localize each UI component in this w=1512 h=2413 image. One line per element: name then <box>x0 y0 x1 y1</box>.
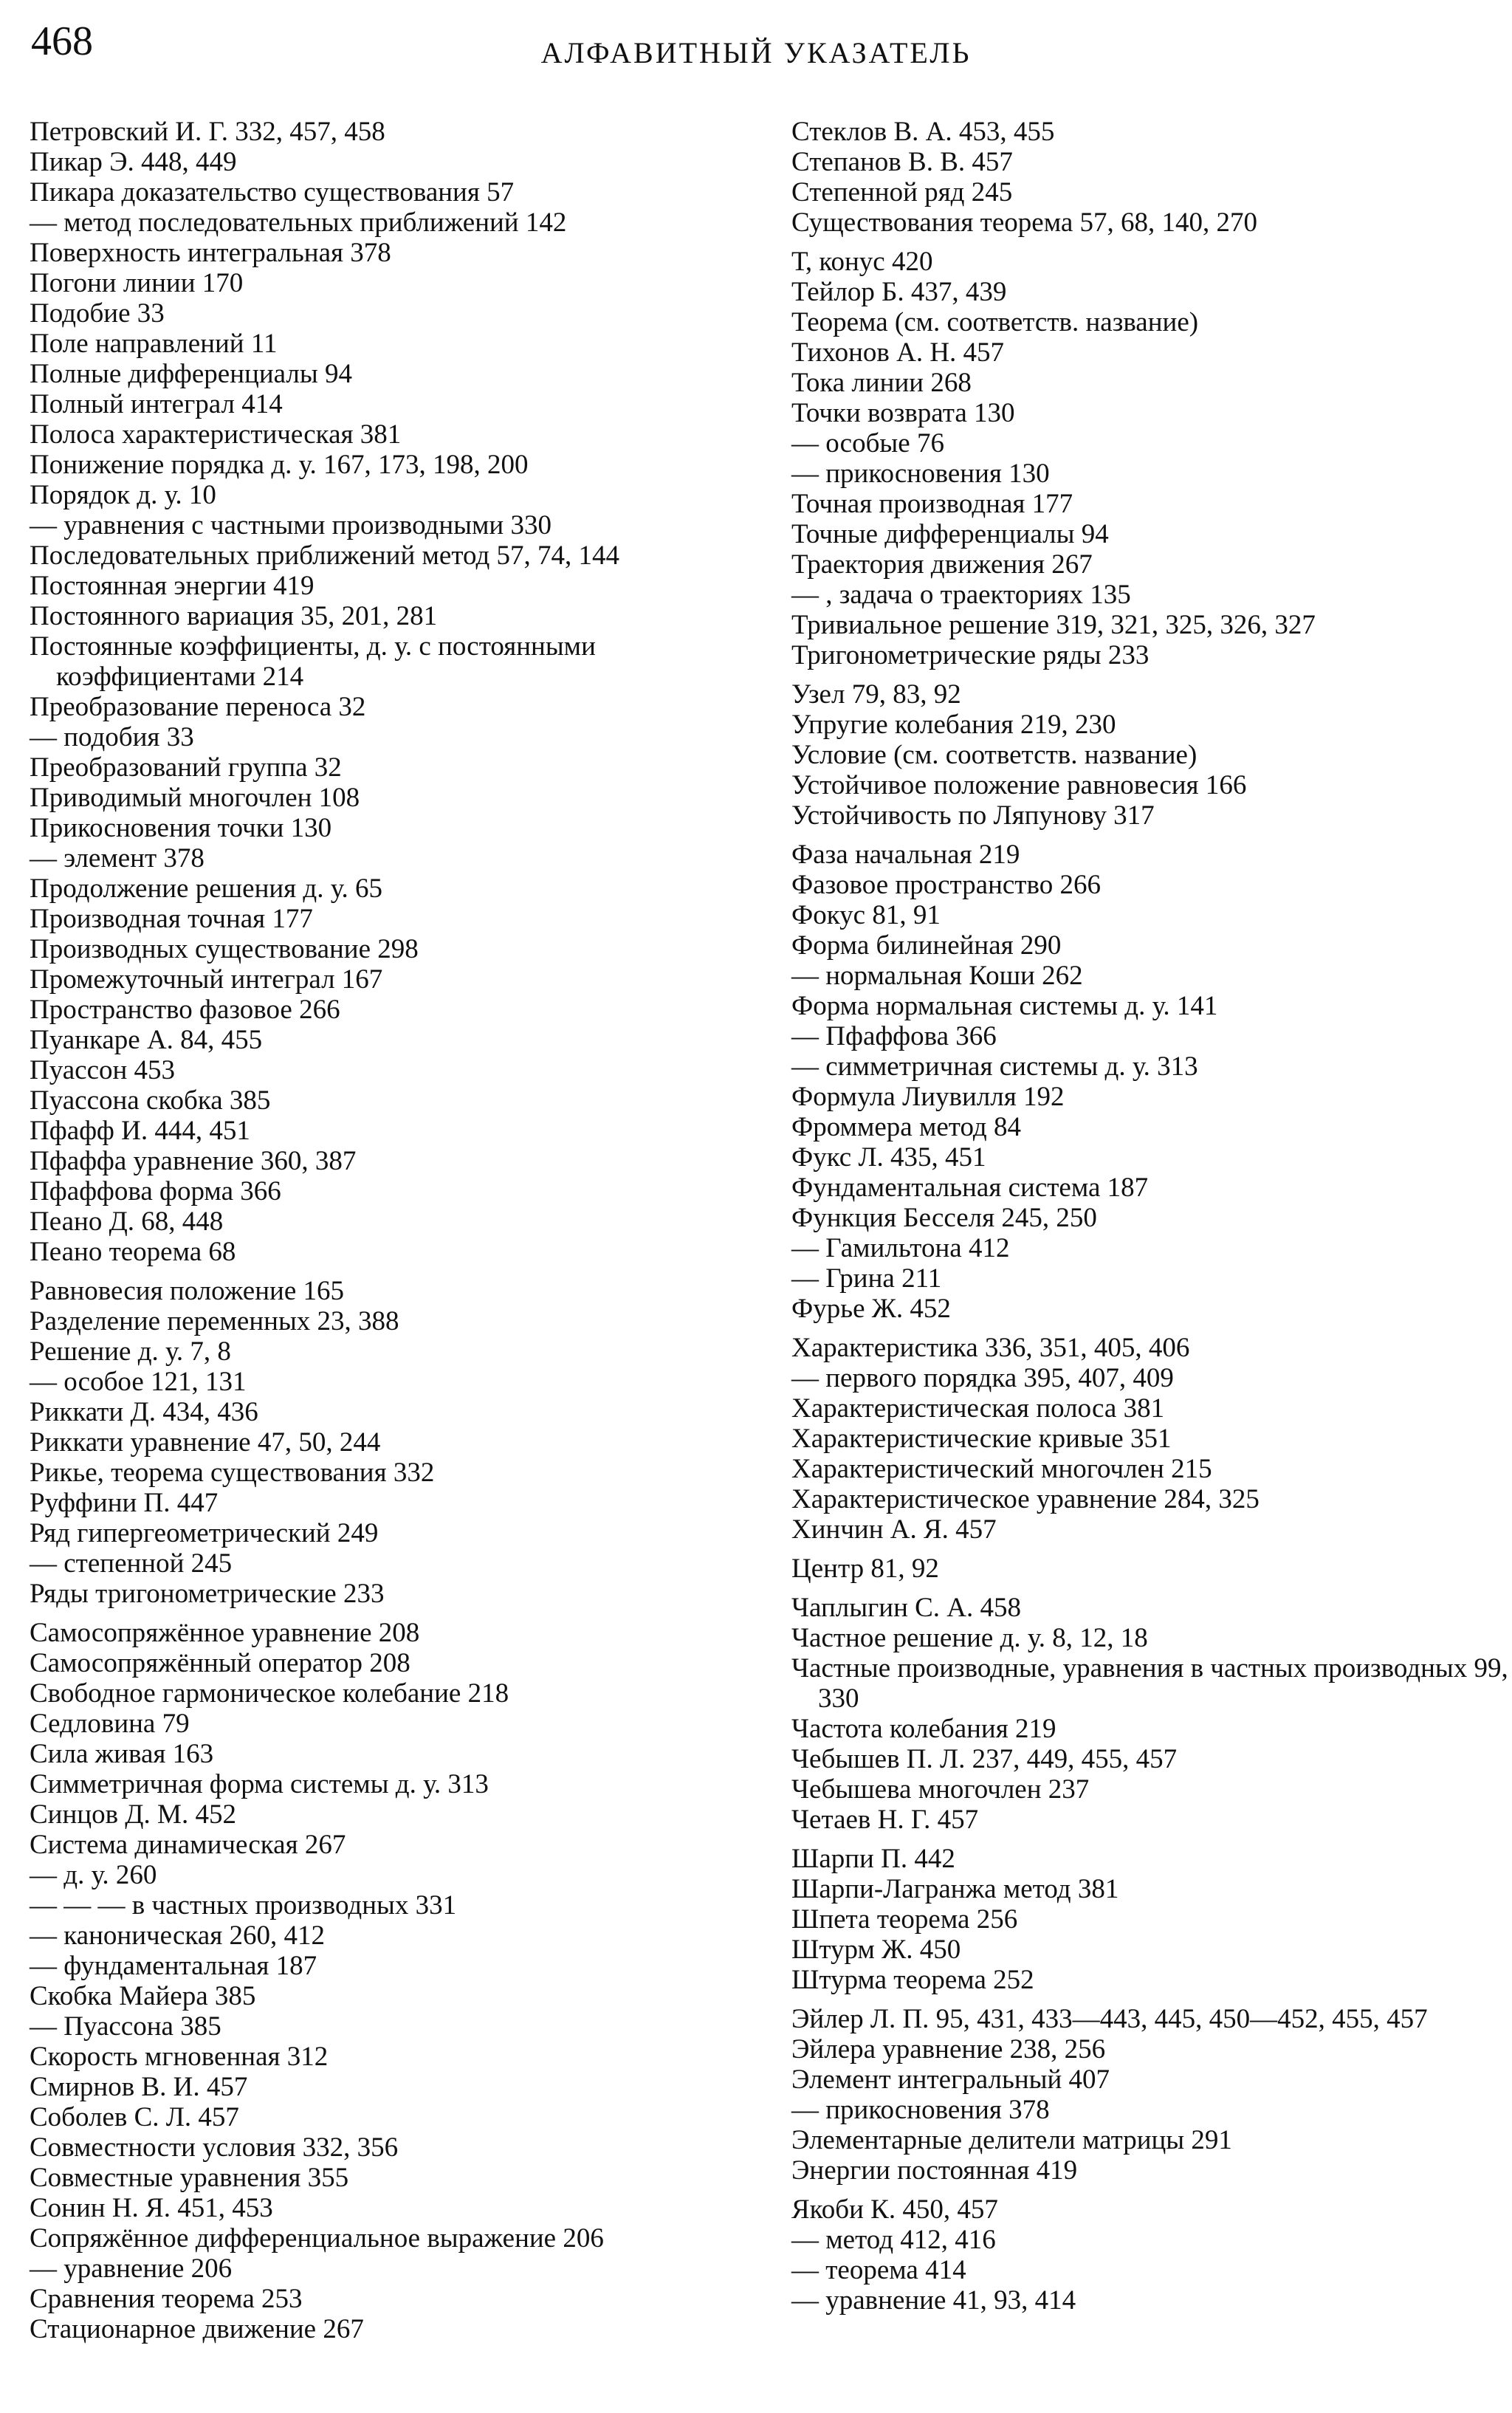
index-entry: Преобразований группа 32 <box>30 752 342 783</box>
index-entry: Пфаффова форма 366 <box>30 1176 281 1206</box>
index-entry: Форма билинейная 290 <box>791 930 1062 961</box>
index-entry: Пуанкаре А. 84, 455 <box>30 1025 263 1055</box>
index-entry: Прикосновения точки 130 <box>30 813 332 843</box>
index-entry: Условие (см. соответств. название) <box>791 740 1197 770</box>
index-entry: Чебышев П. Л. 237, 449, 455, 457 <box>791 1744 1178 1774</box>
index-entry: Упругие колебания 219, 230 <box>791 710 1116 740</box>
index-entry: Узел 79, 83, 92 <box>791 679 961 710</box>
index-entry: Производная точная 177 <box>30 904 313 934</box>
index-entry: — уравнения с частными производными 330 <box>30 510 551 540</box>
index-entry: Пикара доказательство существования 57 <box>30 177 515 207</box>
index-entry: Скобка Майера 385 <box>30 1981 256 2011</box>
index-entry: — особое 121, 131 <box>30 1367 247 1397</box>
index-entry: Пфаффа уравнение 360, 387 <box>30 1146 357 1176</box>
index-entry: Характеристическая полоса 381 <box>791 1393 1165 1424</box>
index-entry: Устойчивость по Ляпунову 317 <box>791 800 1155 831</box>
index-entry: Фроммера метод 84 <box>791 1112 1021 1142</box>
index-entry: Совместности условия 332, 356 <box>30 2132 399 2163</box>
index-entry: Риккати уравнение 47, 50, 244 <box>30 1427 381 1458</box>
index-entry: — Пуассона 385 <box>30 2011 221 2042</box>
index-entry: Тригонометрические ряды 233 <box>791 640 1150 670</box>
index-entry: Точные дифференциалы 94 <box>791 519 1109 549</box>
index-entry: Руффини П. 447 <box>30 1488 219 1518</box>
index-entry: Траектория движения 267 <box>791 549 1093 580</box>
index-entry: — степенной 245 <box>30 1548 233 1579</box>
index-entry: — д. у. 260 <box>30 1860 157 1890</box>
index-entry: Система динамическая 267 <box>30 1830 346 1860</box>
index-entry: — особые 76 <box>791 428 944 459</box>
index-entry: Совместные уравнения 355 <box>30 2163 349 2193</box>
index-entry: Фукс Л. 435, 451 <box>791 1142 986 1173</box>
index-entry: Полный интеграл 414 <box>30 389 283 419</box>
index-entry: — фундаментальная 187 <box>30 1951 317 1981</box>
index-entry: Свободное гармоническое колебание 218 <box>30 1678 509 1709</box>
index-entry: — каноническая 260, 412 <box>30 1921 325 1951</box>
index-entry: Тока линии 268 <box>791 368 972 398</box>
index-entry: Формула Лиувилля 192 <box>791 1082 1065 1112</box>
index-entry: Шарпи-Лагранжа метод 381 <box>791 1874 1119 1904</box>
index-entry: Элементарные делители матрицы 291 <box>791 2125 1232 2155</box>
index-entry: Пуассона скобка 385 <box>30 1085 271 1116</box>
index-entry: Чаплыгин С. А. 458 <box>791 1593 1022 1623</box>
index-entry: Частота колебания 219 <box>791 1714 1056 1744</box>
index-entry: Тривиальное решение 319, 321, 325, 326, 327 <box>791 610 1316 640</box>
index-entry: Сопряжённое дифференциальное выражение 206 <box>30 2223 604 2254</box>
index-entry: — теорема 414 <box>791 2255 966 2285</box>
index-entry: — симметричная системы д. у. 313 <box>791 1051 1198 1082</box>
index-entry: Соболев С. Л. 457 <box>30 2102 239 2132</box>
index-entry: Т, конус 420 <box>791 247 933 277</box>
index-entry: Фокус 81, 91 <box>791 900 941 930</box>
index-entry: Продолжение решения д. у. 65 <box>30 873 383 904</box>
index-entry: Последовательных приближений метод 57, 74, 144 <box>30 540 620 571</box>
index-entry: Центр 81, 92 <box>791 1554 939 1584</box>
index-entry: Стеклов В. А. 453, 455 <box>791 117 1055 147</box>
index-entry: — — — в частных производных 331 <box>30 1890 457 1921</box>
index-entry: Рикье, теорема существования 332 <box>30 1458 435 1488</box>
index-entry: Поле направлений 11 <box>30 329 278 359</box>
index-entry: — первого порядка 395, 407, 409 <box>791 1363 1174 1393</box>
index-entry: Точки возврата 130 <box>791 398 1015 428</box>
index-entry: Промежуточный интеграл 167 <box>30 964 383 995</box>
index-entry: Пуассон 453 <box>30 1055 176 1085</box>
index-entry: Точная производная 177 <box>791 489 1073 519</box>
index-entry: Характеристика 336, 351, 405, 406 <box>791 1333 1190 1363</box>
index-entry: Пеано теорема 68 <box>30 1237 236 1267</box>
index-entry: Риккати Д. 434, 436 <box>30 1397 258 1427</box>
index-entry: Тейлор Б. 437, 439 <box>791 277 1007 307</box>
index-entry: Фазовое пространство 266 <box>791 870 1101 900</box>
index-entry: Штурма теорема 252 <box>791 1965 1034 1995</box>
index-entry: Шпета теорема 256 <box>791 1904 1018 1935</box>
index-entry: — метод последовательных приближений 142 <box>30 207 567 238</box>
index-entry: — нормальная Коши 262 <box>791 961 1083 991</box>
index-entry: Степенной ряд 245 <box>791 177 1013 207</box>
index-entry: Эйлера уравнение 238, 256 <box>791 2034 1106 2064</box>
index-entry: Постоянного вариация 35, 201, 281 <box>30 601 438 631</box>
index-entry: Функция Бесселя 245, 250 <box>791 1203 1097 1233</box>
index-entry: Степанов В. В. 457 <box>791 147 1013 177</box>
index-entry: — Гамильтона 412 <box>791 1233 1010 1263</box>
index-entry: Ряды тригонометрические 233 <box>30 1579 385 1609</box>
index-entry: Приводимый многочлен 108 <box>30 783 360 813</box>
index-entry: Петровский И. Г. 332, 457, 458 <box>30 117 385 147</box>
index-entry: Теорема (см. соответств. название) <box>791 307 1199 337</box>
index-entry: Полные дифференциалы 94 <box>30 359 352 389</box>
index-entry: Шарпи П. 442 <box>791 1844 955 1874</box>
index-entry: — , задача о траекториях 135 <box>791 580 1131 610</box>
index-entry: Синцов Д. М. 452 <box>30 1799 236 1830</box>
index-entry: Чебышева многочлен 237 <box>791 1774 1090 1805</box>
index-entry: Устойчивое положение равновесия 166 <box>791 770 1247 800</box>
index-entry: Четаев Н. Г. 457 <box>791 1805 979 1835</box>
index-entry: Якоби К. 450, 457 <box>791 2194 998 2225</box>
index-entry: Пространство фазовое 266 <box>30 995 340 1025</box>
index-entry: Симметричная форма системы д. у. 313 <box>30 1769 489 1799</box>
index-entry: Штурм Ж. 450 <box>791 1935 961 1965</box>
index-entry: — метод 412, 416 <box>791 2225 996 2255</box>
index-entry: Фундаментальная система 187 <box>791 1173 1149 1203</box>
index-entry: — подобия 33 <box>30 722 194 752</box>
index-entry: Поверхность интегральная 378 <box>30 238 391 268</box>
index-entry: Частное решение д. у. 8, 12, 18 <box>791 1623 1148 1653</box>
index-entry: Эйлер Л. П. 95, 431, 433—443, 445, 450—452, 455, 457 <box>791 2004 1428 2034</box>
index-entry: Пикар Э. 448, 449 <box>30 147 237 177</box>
index-entry: Постоянная энергии 419 <box>30 571 315 601</box>
index-entry: — элемент 378 <box>30 843 205 873</box>
index-entry: Седловина 79 <box>30 1709 190 1739</box>
index-entry: Сонин Н. Я. 451, 453 <box>30 2193 273 2223</box>
running-head: АЛФАВИТНЫЙ УКАЗАТЕЛЬ <box>540 36 972 69</box>
index-entry: Частные производные, уравнения в частных производных 99, 330 <box>791 1653 1508 1714</box>
index-entry: — Грина 211 <box>791 1263 942 1294</box>
index-entry: Подобие 33 <box>30 298 165 329</box>
index-entry: Фаза начальная 219 <box>791 840 1020 870</box>
index-entry: Элемент интегральный 407 <box>791 2064 1110 2095</box>
index-entry: Самосопряжённый оператор 208 <box>30 1648 410 1678</box>
index-entry: Самосопряжённое уравнение 208 <box>30 1618 420 1648</box>
index-entry: Существования теорема 57, 68, 140, 270 <box>791 207 1258 238</box>
index-entry: Понижение порядка д. у. 167, 173, 198, 200 <box>30 450 529 480</box>
index-entry: Порядок д. у. 10 <box>30 480 216 510</box>
index-entry: Характеристическое уравнение 284, 325 <box>791 1484 1260 1514</box>
index-entry: — прикосновения 130 <box>791 459 1050 489</box>
index-entry: Постоянные коэффициенты, д. у. с постоянными коэффициентами 214 <box>30 631 596 692</box>
index-entry: Ряд гипергеометрический 249 <box>30 1518 379 1548</box>
index-entry: Равновесия положение 165 <box>30 1276 344 1306</box>
index-column-left <box>30 117 760 2344</box>
index-entry: — Пфаффова 366 <box>791 1021 997 1051</box>
index-entry: Сила живая 163 <box>30 1739 214 1769</box>
index-entry: — уравнение 41, 93, 414 <box>791 2285 1076 2316</box>
index-entry: Характеристический многочлен 215 <box>791 1454 1212 1484</box>
index-entry: Погони линии 170 <box>30 268 244 298</box>
index-entry: Энергии постоянная 419 <box>791 2155 1078 2186</box>
index-entry: Хинчин А. Я. 457 <box>791 1514 997 1545</box>
index-entry: Форма нормальная системы д. у. 141 <box>791 991 1218 1021</box>
index-entry: Смирнов В. И. 457 <box>30 2072 248 2102</box>
index-entry: Преобразование переноса 32 <box>30 692 366 722</box>
index-entry: Полоса характеристическая 381 <box>30 419 402 450</box>
index-entry: Разделение переменных 23, 388 <box>30 1306 399 1336</box>
index-entry: Стационарное движение 267 <box>30 2314 364 2344</box>
index-entry: Скорость мгновенная 312 <box>30 2042 329 2072</box>
index-entry: Пфафф И. 444, 451 <box>30 1116 250 1146</box>
index-entry: — уравнение 206 <box>30 2254 233 2284</box>
index-entry: Характеристические кривые 351 <box>791 1424 1172 1454</box>
index-entry: — прикосновения 378 <box>791 2095 1050 2125</box>
page-number: 468 <box>31 18 93 64</box>
index-column-right <box>791 117 1512 2316</box>
index-entry: Тихонов А. Н. 457 <box>791 337 1005 368</box>
index-entry: Производных существование 298 <box>30 934 419 964</box>
index-entry: Решение д. у. 7, 8 <box>30 1336 231 1367</box>
index-entry: Сравнения теорема 253 <box>30 2284 303 2314</box>
index-entry: Фурье Ж. 452 <box>791 1294 951 1324</box>
index-entry: Пеано Д. 68, 448 <box>30 1206 224 1237</box>
